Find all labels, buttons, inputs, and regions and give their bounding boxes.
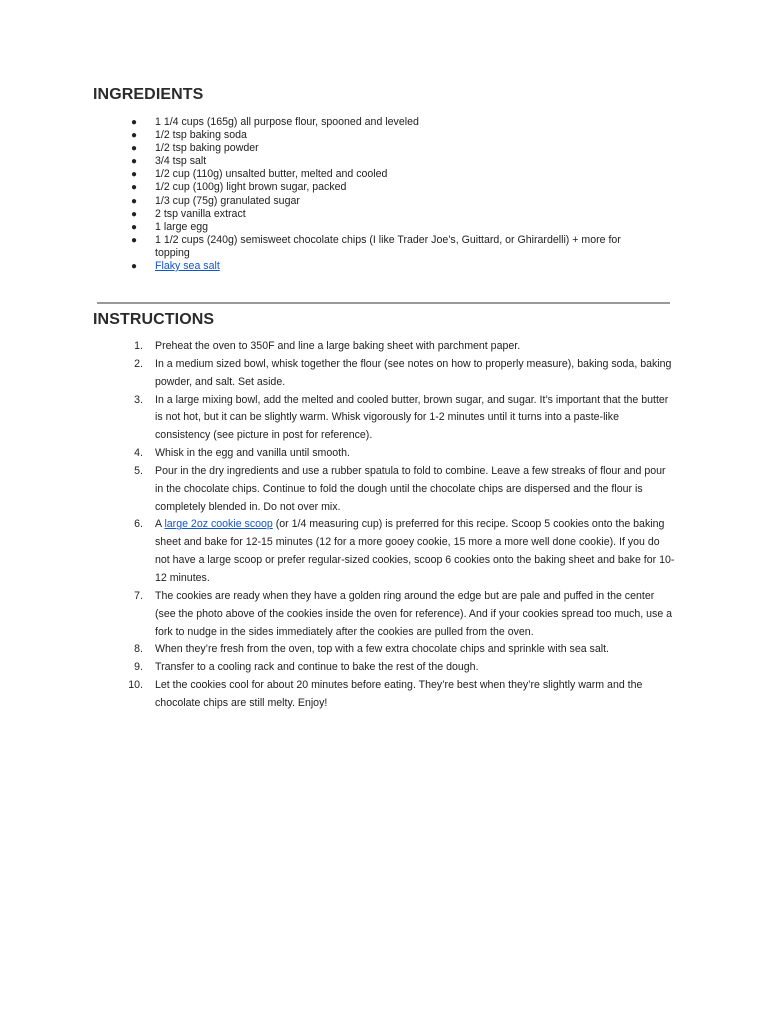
bullet-icon: ● <box>131 208 138 220</box>
bullet-icon: ● <box>131 156 138 168</box>
instructions-heading: INSTRUCTIONS <box>93 311 215 328</box>
cookie-scoop-link[interactable]: large 2oz cookie scoop <box>164 518 273 531</box>
ingredient-text: 3/4 tsp salt <box>155 155 207 168</box>
ingredients-list <box>93 116 653 273</box>
ingredient-text: 1/3 cup (75g) granulated sugar <box>155 194 300 207</box>
step-text: Whisk in the egg and vanilla until smooth. <box>155 447 350 460</box>
bullet-icon: ● <box>131 261 138 273</box>
list-item <box>93 234 653 260</box>
bullet-icon: ● <box>131 182 138 194</box>
list-item <box>93 142 653 155</box>
step-number: 8. <box>134 643 143 656</box>
ingredient-text: 1/2 cup (110g) unsalted butter, melted and cooled <box>155 168 388 181</box>
ingredients-heading: INGREDIENTS <box>93 86 204 103</box>
instruction-step <box>93 588 675 642</box>
step-number: 4. <box>134 447 143 460</box>
instruction-step <box>93 516 675 587</box>
list-item <box>93 221 653 234</box>
ingredient-text: 1 large egg <box>155 220 209 233</box>
horizontal-divider <box>97 302 670 304</box>
bullet-icon: ● <box>131 234 138 246</box>
step-text: Transfer to a cooling rack and continue to bake the rest of the dough. <box>155 661 479 674</box>
instruction-step <box>93 445 675 463</box>
ingredient-text: 1/2 tsp baking soda <box>155 129 247 142</box>
step-text: In a large mixing bowl, add the melted and cooled butter, brown sugar, and sugar. It’s important that the butter is not hot, but it can be slightly warm. Whisk vigorously for 1-2 minutes until it turns into a paste-like consistency (see picture in post for reference). <box>155 393 669 442</box>
bullet-icon: ● <box>131 130 138 142</box>
instruction-step <box>93 392 675 446</box>
list-item <box>93 155 653 168</box>
list-item <box>93 260 653 273</box>
instruction-step <box>93 677 675 713</box>
bullet-icon: ● <box>131 221 138 233</box>
instruction-step <box>93 641 675 659</box>
ingredient-text: 1/2 cup (100g) light brown sugar, packed <box>155 181 347 194</box>
list-item <box>93 195 653 208</box>
instruction-step <box>93 659 675 677</box>
ingredient-text: 1 1/2 cups (240g) semisweet chocolate chips (I like Trader Joe’s, Guittard, or Ghirardelli) + more for topping <box>155 233 621 259</box>
ingredient-text: 1 1/4 cups (165g) all purpose flour, spooned and leveled <box>155 116 419 128</box>
list-item <box>93 208 653 221</box>
instruction-step <box>93 338 675 356</box>
list-item <box>93 168 653 181</box>
flaky-sea-salt-link[interactable]: Flaky sea salt <box>155 260 220 273</box>
instruction-step <box>93 463 675 517</box>
step-number: 1. <box>134 340 143 352</box>
list-item <box>93 181 653 194</box>
instructions-list <box>93 338 675 713</box>
step-prefix: A <box>155 518 165 531</box>
step-text: When they’re fresh from the oven, top with a few extra chocolate chips and sprinkle with sea salt. <box>155 643 609 656</box>
ingredient-text: 1/2 tsp baking powder <box>155 142 259 155</box>
list-item <box>93 129 653 142</box>
step-number: 10. <box>128 679 143 692</box>
step-number: 3. <box>134 393 143 406</box>
ingredient-text: 2 tsp vanilla extract <box>155 207 246 220</box>
step-text: Pour in the dry ingredients and use a rubber spatula to fold to combine. Leave a few streaks of flour and pour in the chocolate chips. Continue to fold the dough until the chocolate chips are dispersed and the flour is completely blended in. Do not over mix. <box>155 464 666 513</box>
step-number: 9. <box>134 661 143 674</box>
step-text: The cookies are ready when they have a golden ring around the edge but are pale and puffed in the center (see the photo above of the cookies inside the oven for reference). And if your cookies spread too much, use a fork to nudge in the sides immediately after the cookies are pulled from the oven. <box>155 589 673 638</box>
step-number: 7. <box>134 589 143 602</box>
step-text: (or 1/4 measuring cup) is preferred for this recipe. Scoop 5 cookies onto the baking sheet and bake for 12-15 minutes (12 for a more gooey cookie, 15 more a more well done cookie). If you do not have a large scoop or prefer regular-sized cookies, scoop 6 cookies onto the baking sheet and bake for 10-12 minutes. <box>155 518 675 584</box>
bullet-icon: ● <box>131 195 138 207</box>
step-text: Let the cookies cool for about 20 minutes before eating. They’re best when they’re slightly warm and the chocolate chips are still melty. Enjoy! <box>155 679 643 709</box>
step-number: 5. <box>134 464 143 477</box>
list-item <box>93 116 653 129</box>
instruction-step <box>93 356 675 392</box>
bullet-icon: ● <box>131 143 138 155</box>
step-text: Preheat the oven to 350F and line a large baking sheet with parchment paper. <box>155 340 521 352</box>
bullet-icon: ● <box>131 169 138 181</box>
step-text: In a medium sized bowl, whisk together the flour (see notes on how to properly measure), baking soda, baking powder, and salt. Set aside. <box>155 357 672 388</box>
bullet-icon: ● <box>131 117 138 128</box>
step-number: 2. <box>134 357 143 370</box>
step-number: 6. <box>134 518 143 531</box>
